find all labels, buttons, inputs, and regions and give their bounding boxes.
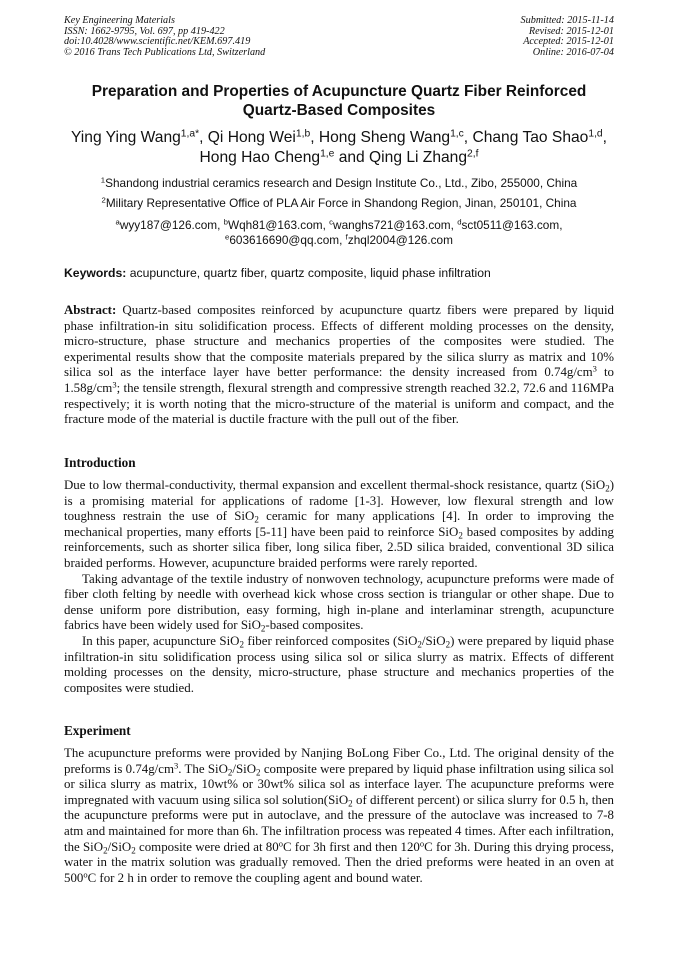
author: Ying Ying Wang$^{1,a*}$: [70, 128, 200, 146]
email-link[interactable]: wyy187@126.com: [119, 218, 218, 232]
author-list: Ying Ying Wang$^{1,a*}$, Qi Hong Wei$^{1,b}$, Hong Sheng Wang$^{1,c}$, Chang Tao Shao$^{1,d}$, Hong Hao Cheng$^{1,e}$ and Qing Li Zhang$^{2,f}$: [70, 128, 607, 166]
keywords: [64, 266, 614, 281]
email-list: $^a$wyy187@126.com, $^b$Wqh81@163.com, $^c$wanghs721@163.com, $^d$sct0511@163.com, $^e$603616690@qq.com, $^f$zhql2004@126.com: [115, 217, 563, 247]
author: Qing Li Zhang$^{2,f}$: [369, 148, 479, 166]
paragraph: Due to low thermal-conductivity, thermal expansion and excellent thermal-shock resistance, quartz (SiO$_2$) is a promising material for applications of radome [1-3]. However, low flexural strength and low toughness restrain the use of SiO$_2$ ceramic for many applications [4]. In order to improving the mechanical properties, many efforts [5-11] have been paid to reinforce SiO$_2$ based composites by adding reinforcements, such as shorter silica fiber, long silica fiber, 2.5D silica braided, conventional 3D silica braided performs. However, acupuncture braided performs were rarely reported.: [64, 478, 614, 570]
section-heading-introduction: Introduction: [64, 455, 136, 470]
experiment-body: [64, 746, 614, 886]
header-dates: [521, 16, 614, 58]
title-line-2: Quartz-Based Composites: [242, 102, 436, 119]
affiliation-1: $^1$Shandong industrial ceramics research and Design Institute Co., Ltd., Zibo, 255000, China: [100, 175, 578, 190]
paragraph: Taking advantage of the textile industry of nonwoven technology, acupuncture preforms were made of fiber cloth felting by needle with overhead kick whose cross section is triangular or other shape. Due to dense uniform pore distribution, easy forming, high in-plane and interlaminar strength, acupuncture fabrics have been widely used for SiO$_2$-based composites.: [64, 571, 614, 634]
paragraph: The acupuncture preforms were provided by Nanjing BoLong Fiber Co., Ltd. The original density of the preforms is $0.74g/cm^3$. The SiO$_2$/SiO$_2$ composite were prepared by liquid phase infiltration using silica sol or silica slurry as matrix, 10wt% or 30wt% silica sol as interface layer. The acupuncture preforms were impregnated with vacuum using silica sol solution(SiO$_2$ of different percent) or silica slurry for 0.5 h, then the acupuncture preforms were put in autoclave, and the pressure of the autoclave was increased to 7-8 atm and maintained for more than 6h. The infiltration process was repeated 4 times. After each infiltration, the SiO$_2$/SiO$_2$ composite were dried at 80$^o$C for 3h first and then 120$^o$C for 3h. During this drying process, water in the matrix solution was gradually removed. Then the dried preforms were heated in an oven at 500$^o$C for 2 h in order to remove the coupling agent and bound water.: [64, 746, 615, 885]
header-journal-info: [64, 16, 265, 58]
paragraph: In this paper, acupuncture SiO$_2$ fiber reinforced composites (SiO$_2$/SiO$_2$) were prepared by liquid phase infiltration-in situ solidification process using silica sol or silica slurry as matrix. Effects of different molding processes on the density, micro-structure, phase structure and mechanics properties of the composites were studied.: [64, 633, 614, 695]
author: Hong Sheng Wang$^{1,c}$: [318, 128, 464, 146]
abstract: Abstract: Quartz-based composites reinforced by acupuncture quartz fibers were prepared by liquid phase infiltration-in situ solidification process. Effects of different molding processes on the density, micro-structure, phase structure and mechanics properties of the composites were studied. The experimental results show that the composite materials prepared by the silica slurry as matrix and 10% silica sol as the interface layer have better performance: the density increased from $0.74g/cm^3$ to $1.58g/cm^3$; the tensile strength, flexural strength and compressive strength reached 32.2, 72.6 and 116MPa respectively; it is worth noting that the micro-structure of the material is uniform and compact, and the fracture mode of the material is ductile fracture with the pull out of the fiber.: [64, 303, 614, 427]
issn: ISSN: 1662-9795, Vol. 697, pp 419-422: [64, 25, 225, 37]
author: Qi Hong Wei$^{1,b}$: [207, 128, 311, 146]
keywords-text: acupuncture, quartz fiber, quartz composite, liquid phase infiltration: [126, 266, 491, 280]
introduction-body: [64, 478, 614, 696]
journal-name: Key Engineering Materials: [64, 15, 175, 26]
online-date: Online: 2016-07-04: [532, 46, 614, 58]
revised-date: Revised: 2015-12-01: [528, 25, 614, 37]
copyright: © 2016 Trans Tech Publications Ltd, Switzerland: [64, 46, 266, 58]
affiliation-2: $^2$Military Representative Office of PLA Air Force in Shandong Region, Jinan, 250101, China: [101, 195, 577, 210]
email-link[interactable]: sct0511@163.com: [461, 218, 560, 232]
author: Chang Tao Shao$^{1,d}$: [472, 128, 603, 146]
author: Hong Hao Cheng$^{1,e}$: [199, 148, 335, 166]
email-link[interactable]: 603616690@qq.com: [229, 233, 340, 247]
doi[interactable]: doi:10.4028/www.scientific.net/KEM.697.419: [64, 36, 251, 48]
section-heading-experiment: Experiment: [64, 723, 131, 738]
accepted-date: Accepted: 2015-12-01: [523, 36, 614, 48]
title-line-1: Preparation and Properties of Acupuncture Quartz Fiber Reinforced: [91, 83, 587, 100]
email-link[interactable]: zhql2004@126.com: [347, 233, 453, 247]
email-link[interactable]: wanghs721@163.com: [333, 218, 451, 232]
paper-title: [40, 82, 638, 120]
submitted-date: Submitted: 2015-11-14: [520, 15, 614, 26]
abstract-label: Abstract:: [64, 303, 117, 317]
email-link[interactable]: Wqh81@163.com: [227, 218, 323, 232]
keywords-label: Keywords:: [64, 266, 127, 280]
